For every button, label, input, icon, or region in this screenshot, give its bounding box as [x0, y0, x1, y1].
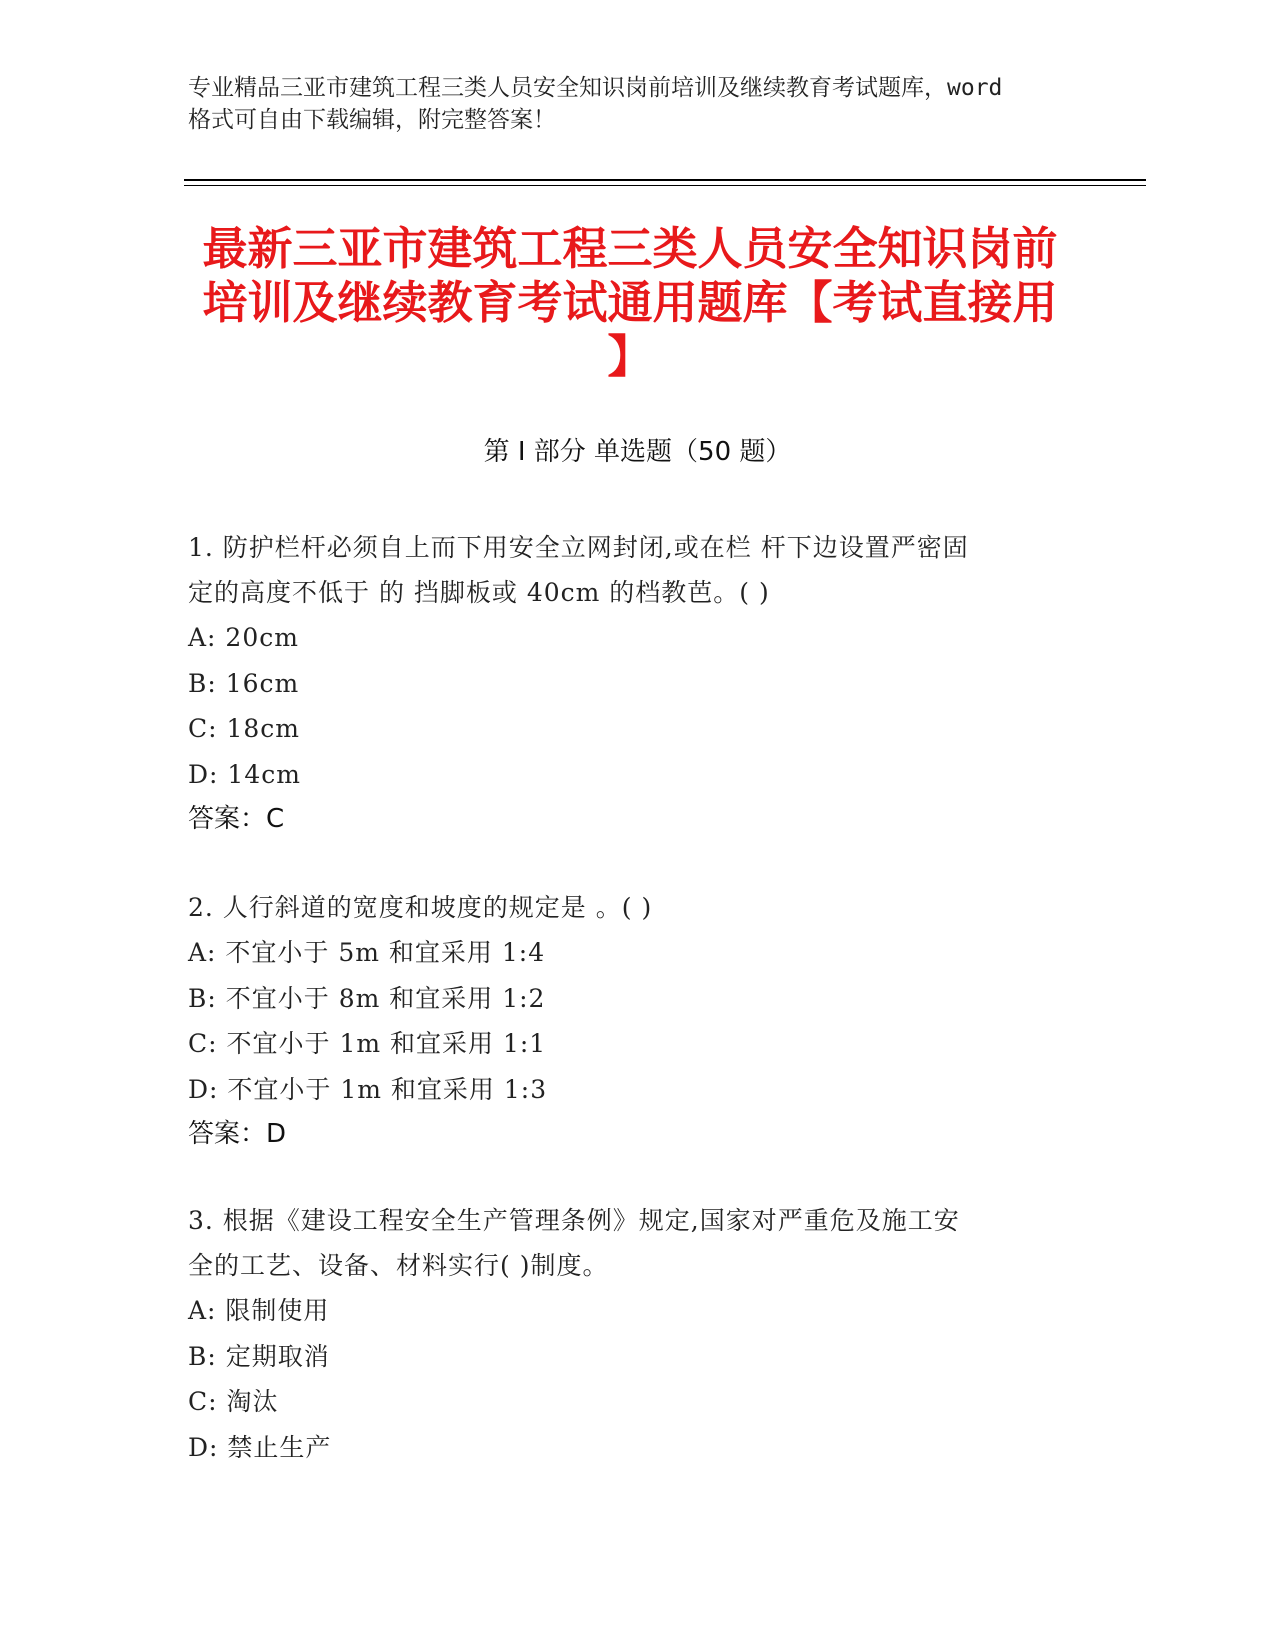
document-title	[190, 222, 1070, 384]
option-a: A: 不宜小于 5m 和宜采用 1:4	[188, 938, 546, 967]
option-c: C: 18cm	[188, 714, 301, 743]
question-1	[188, 525, 1068, 842]
question-2	[188, 885, 1068, 1157]
header-line-1: 专业精品三亚市建筑工程三类人员安全知识岗前培训及继续教育考试题库，word	[188, 75, 1003, 101]
option-b: B: 16cm	[188, 668, 300, 698]
option-b: B: 不宜小于 8m 和宜采用 1:2	[188, 983, 546, 1013]
question-stem: 定的高度不低于 的 挡脚板或 40cm 的档教芭。( )	[188, 578, 770, 607]
option-b: B: 定期取消	[188, 1341, 330, 1371]
header-divider-thin	[184, 185, 1146, 186]
question-3	[188, 1198, 1068, 1470]
option-d: D: 不宜小于 1m 和宜采用 1:3	[188, 1074, 548, 1104]
question-stem: 3. 根据《建设工程安全生产管理条例》规定,国家对严重危及施工安	[188, 1206, 960, 1235]
option-d: D: 14cm	[188, 759, 301, 789]
header-divider-thick	[184, 179, 1146, 181]
option-a: A: 20cm	[188, 623, 299, 652]
section-heading: 第 I 部分 单选题（50 题）	[483, 437, 792, 467]
option-c: C: 不宜小于 1m 和宜采用 1:1	[188, 1029, 547, 1058]
title-line-1: 最新三亚市建筑工程三类人员安全知识岗前	[202, 222, 1058, 275]
title-line-2: 培训及继续教育考试通用题库【考试直接用	[202, 276, 1058, 329]
answer: 答案：C	[188, 804, 285, 834]
document-header	[188, 72, 1068, 136]
answer: 答案：D	[188, 1119, 287, 1149]
option-d: D: 禁止生产	[188, 1432, 332, 1462]
option-c: C: 淘汰	[188, 1387, 279, 1416]
question-stem: 2. 人行斜道的宽度和坡度的规定是 。( )	[188, 893, 653, 922]
question-stem: 全的工艺、设备、材料实行( )制度。	[188, 1251, 609, 1280]
question-stem: 1. 防护栏杆必须自上而下用安全立网封闭,或在栏 杆下边设置严密固	[188, 533, 969, 562]
option-a: A: 限制使用	[188, 1296, 330, 1325]
title-line-3: 】	[607, 330, 653, 383]
header-line-2: 格式可自由下载编辑，附完整答案！	[188, 107, 556, 133]
